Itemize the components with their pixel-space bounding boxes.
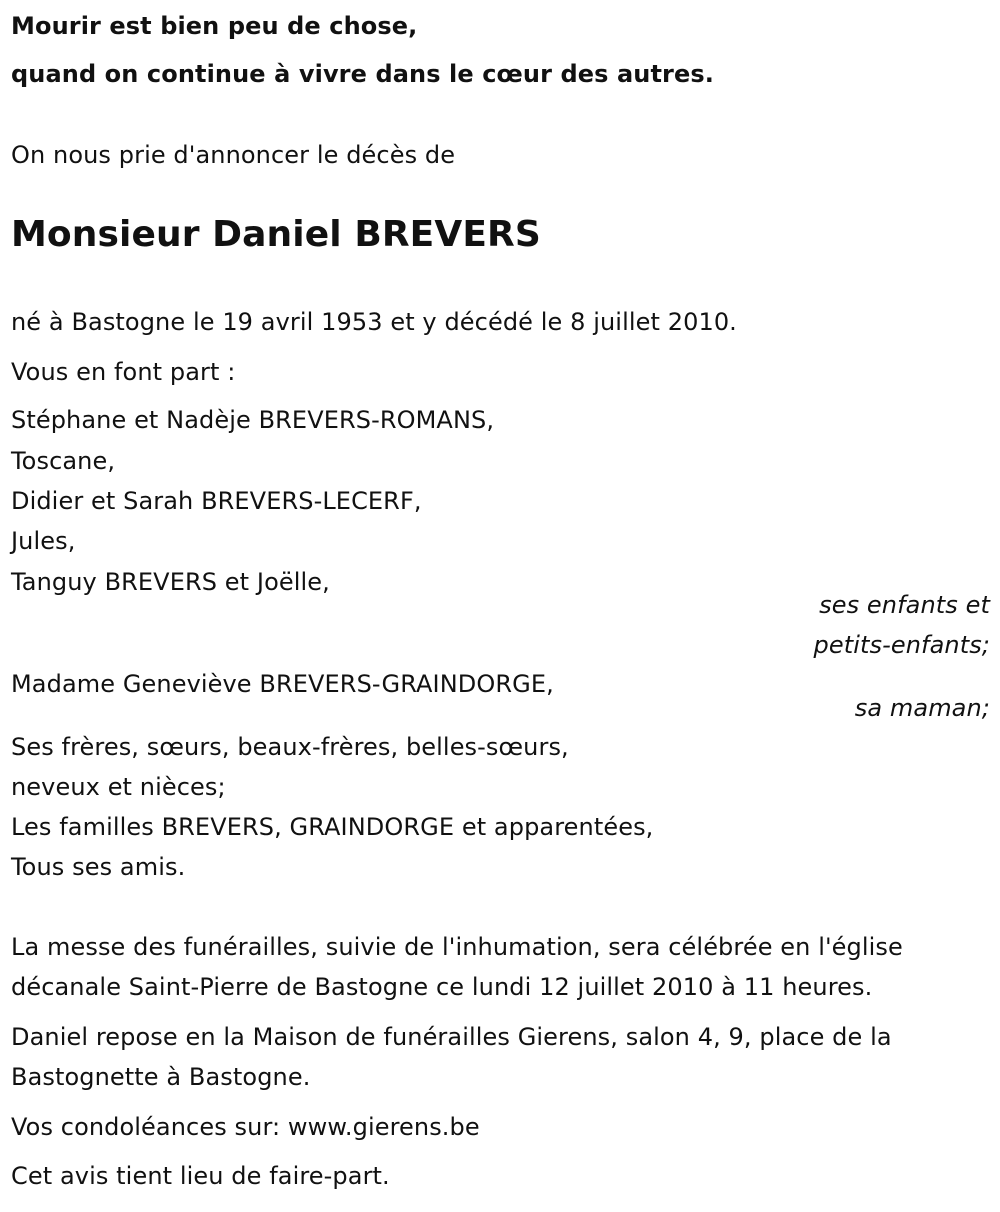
child-line: Stéphane et Nadèje BREVERS-ROMANS, <box>11 406 495 434</box>
notice-text: Cet avis tient lieu de faire-part. <box>11 1162 390 1190</box>
funeral-line-1: La messe des funérailles, suivie de l'inhumation, sera célébrée en l'église <box>11 933 903 961</box>
children-relation-line-2: petits-enfants; <box>813 631 990 659</box>
deceased-name: Monsieur Daniel BREVERS <box>11 214 541 255</box>
repose-line-1: Daniel repose en la Maison de funérailles Gierens, salon 4, 9, place de la <box>11 1023 892 1051</box>
family-line: Les familles BREVERS, GRAINDORGE et apparentées, <box>11 813 654 841</box>
child-line: Didier et Sarah BREVERS-LECERF, <box>11 487 422 515</box>
children-relation-line-1: ses enfants et <box>819 591 990 619</box>
mother-name: Madame Geneviève BREVERS-GRAINDORGE, <box>11 670 554 698</box>
funeral-line-2: décanale Saint-Pierre de Bastogne ce lundi 12 juillet 2010 à 11 heures. <box>11 973 873 1001</box>
child-line: Tanguy BREVERS et Joëlle, <box>11 568 330 596</box>
epigraph-line-1: Mourir est bien peu de chose, <box>11 12 418 40</box>
family-line: neveux et nièces; <box>11 773 226 801</box>
family-line: Ses frères, sœurs, beaux-frères, belles-sœurs, <box>11 733 569 761</box>
child-line: Jules, <box>11 527 76 555</box>
intro-text: On nous prie d'annoncer le décès de <box>11 141 456 169</box>
epigraph-line-2: quand on continue à vivre dans le cœur des autres. <box>11 60 714 88</box>
family-line: Tous ses amis. <box>11 853 186 881</box>
birth-death-text: né à Bastogne le 19 avril 1953 et y décédé le 8 juillet 2010. <box>11 308 737 336</box>
condolences-text: Vos condoléances sur: www.gierens.be <box>11 1113 480 1141</box>
repose-line-2: Bastognette à Bastogne. <box>11 1063 311 1091</box>
child-line: Toscane, <box>11 447 116 475</box>
announcers-intro: Vous en font part : <box>11 358 236 386</box>
mother-relation: sa maman; <box>854 694 990 722</box>
